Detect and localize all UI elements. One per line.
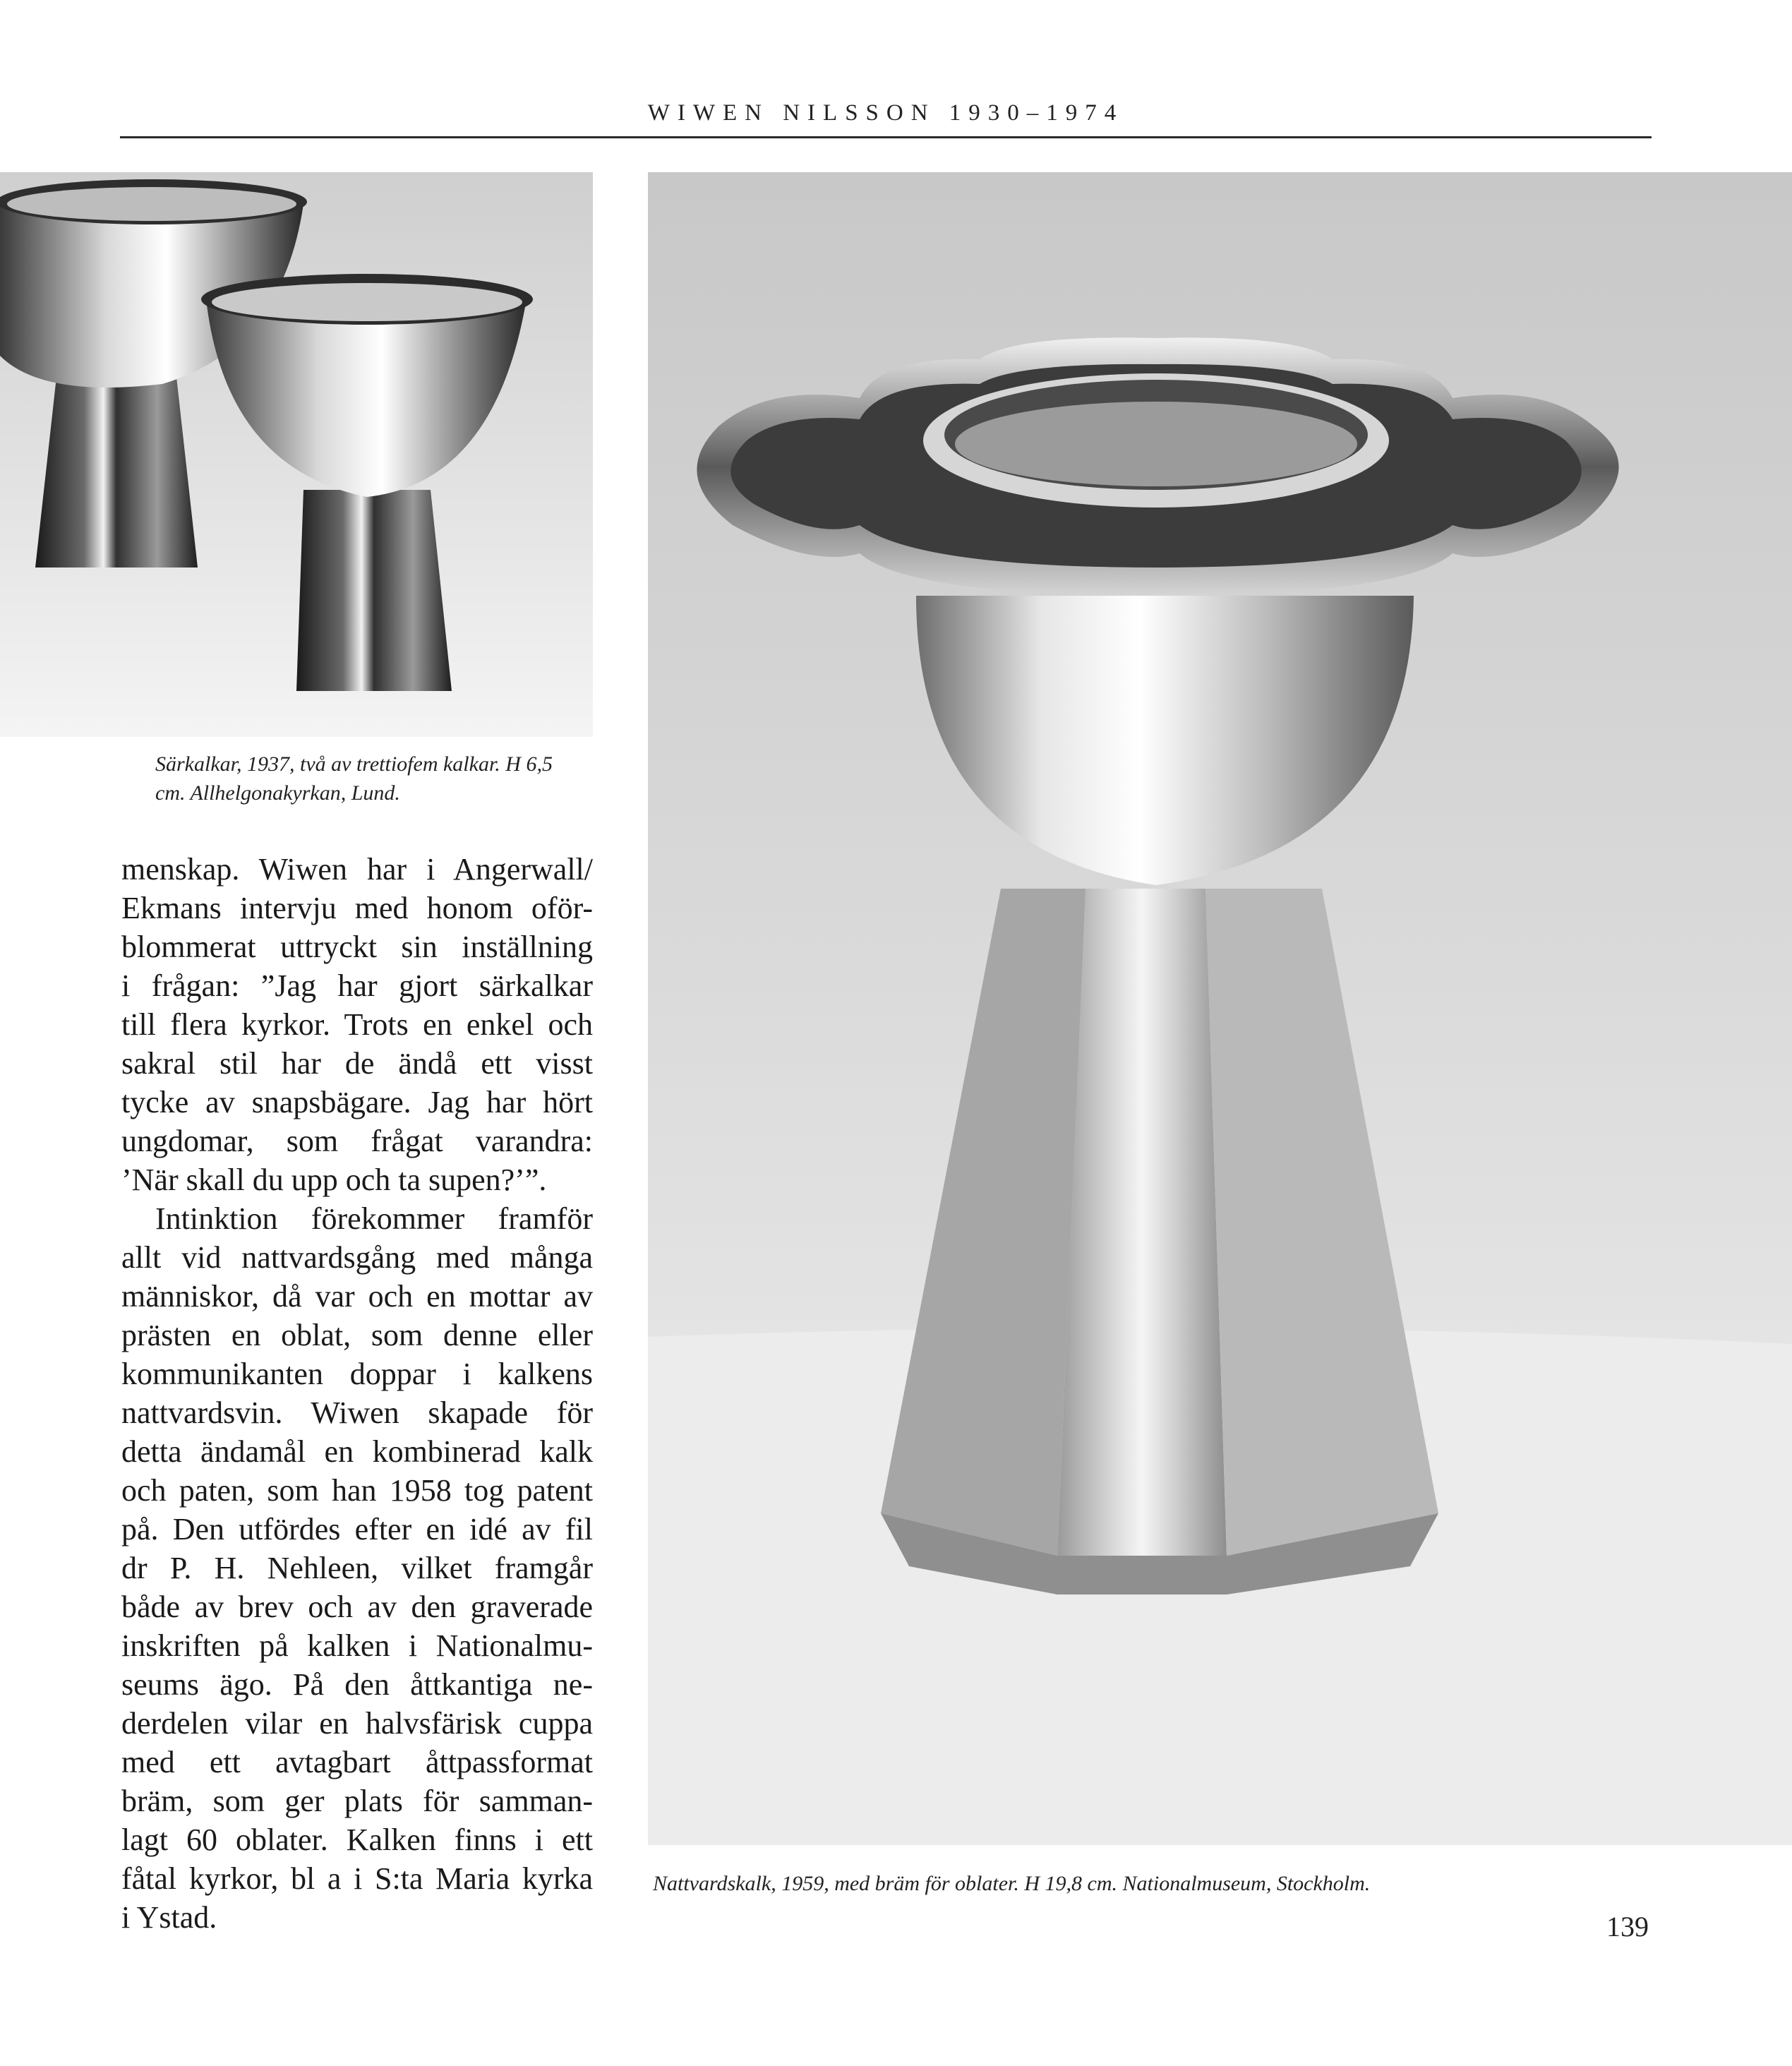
caption-line: Särkalkar, 1937, två av trettiofem kalkar. H 6,5 xyxy=(155,752,553,776)
body-line: ’När skall du upp och ta supen?’”. xyxy=(121,1163,547,1197)
body-line: bräm, som ger plats för samman- xyxy=(121,1784,593,1818)
body-line: inskriften på kalken i Nationalmu- xyxy=(121,1628,593,1663)
running-header: WIWEN NILSSON 1930–1974 xyxy=(647,100,1124,126)
body-line: och paten, som han 1958 tog patent xyxy=(121,1473,593,1508)
body-line: menskap. Wiwen har i Angerwall/ xyxy=(121,852,593,887)
body-line: nattvardsvin. Wiwen skapade för xyxy=(121,1395,593,1430)
body-line: fåtal kyrkor, bl a i S:ta Maria kyrka xyxy=(121,1861,593,1896)
body-line: till flera kyrkor. Trots en enkel och xyxy=(121,1007,593,1042)
body-line: människor, då var och en mottar av xyxy=(121,1279,593,1314)
photo-communion-chalice xyxy=(648,172,1792,1845)
caption-communion-chalice: Nattvardskalk, 1959, med bräm för oblater. H 19,8 cm. Nationalmuseum, Stockholm. xyxy=(653,1872,1371,1895)
body-line: detta ändamål en kombinerad kalk xyxy=(121,1434,593,1469)
body-text xyxy=(121,850,593,1937)
body-line: sakral stil har de ändå ett visst xyxy=(121,1046,593,1081)
caption-communion-cups xyxy=(155,750,579,807)
header-rule xyxy=(120,136,1652,138)
body-line: Intinktion förekommer framför xyxy=(155,1201,593,1236)
body-line: ungdomar, som frågat varandra: xyxy=(121,1124,593,1158)
body-line: allt vid nattvardsgång med många xyxy=(121,1240,593,1275)
body-line: dr P. H. Nehleen, vilket framgår xyxy=(121,1551,593,1585)
body-line: lagt 60 oblater. Kalken finns i ett xyxy=(121,1822,593,1857)
body-line: både av brev och av den graverade xyxy=(121,1590,593,1624)
body-line: Ekmans intervju med honom oför- xyxy=(121,891,593,925)
body-line: seums ägo. På den åttkantiga ne- xyxy=(121,1667,593,1702)
body-line: prästen en oblat, som denne eller xyxy=(121,1318,593,1352)
caption-line: cm. Allhelgonakyrkan, Lund. xyxy=(155,781,400,805)
body-line: i Ystad. xyxy=(121,1900,217,1935)
body-line: kommunikanten doppar i kalkens xyxy=(121,1357,593,1391)
body-line: med ett avtagbart åttpassformat xyxy=(121,1745,593,1779)
body-line: blommerat uttryckt sin inställning xyxy=(121,930,593,964)
body-line: derdelen vilar en halvsfärisk cuppa xyxy=(121,1706,593,1741)
photo-communion-cups xyxy=(0,172,593,737)
body-line: på. Den utfördes efter en idé av fil xyxy=(121,1512,593,1547)
body-line: tycke av snapsbägare. Jag har hört xyxy=(121,1085,593,1119)
page-number: 139 xyxy=(1606,1911,1649,1942)
body-line: i frågan: ”Jag har gjort särkalkar xyxy=(121,968,593,1003)
